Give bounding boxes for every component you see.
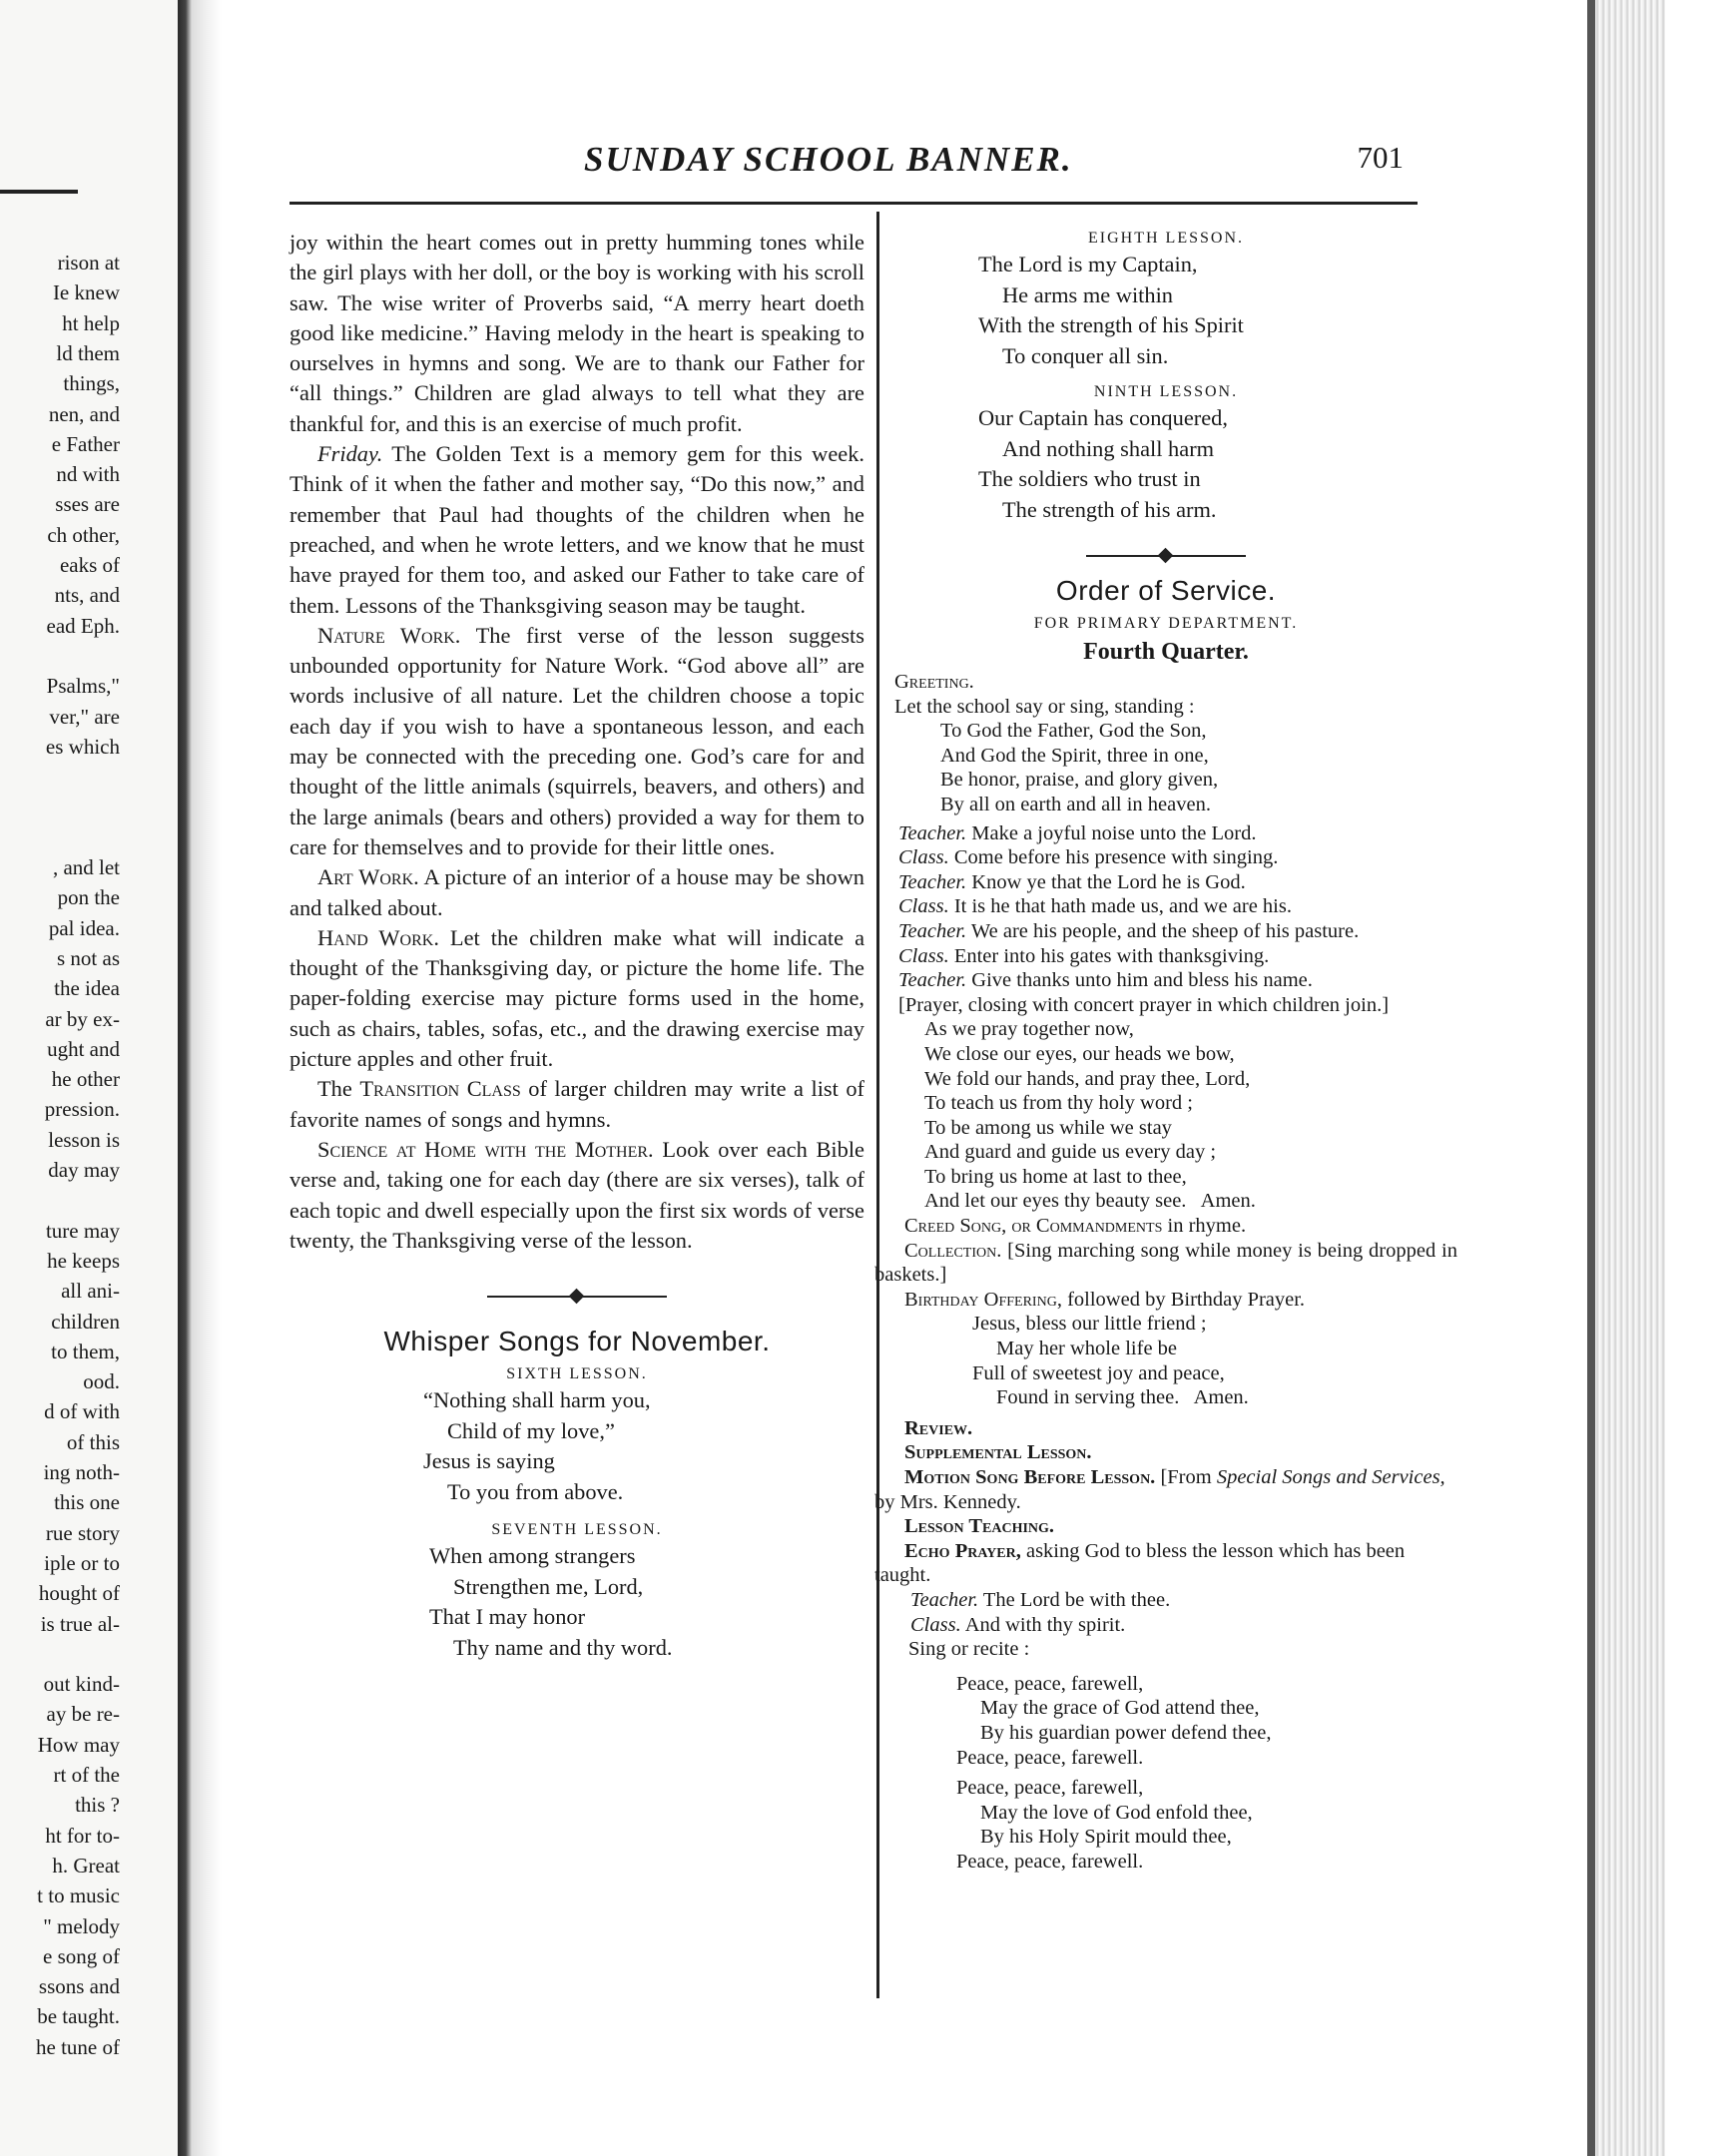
left-page-line: ay be re-	[46, 1702, 120, 1727]
verse-line: We fold our hands, and pray thee, Lord,	[924, 1067, 1251, 1090]
left-page-line: rt of the	[53, 1763, 120, 1787]
transition-class-label: Transition Class	[359, 1076, 521, 1102]
verse-line: To bring us home at last to thee,	[924, 1165, 1187, 1188]
paragraph-hand-work	[289, 923, 864, 1074]
left-page-line: ing noth-	[43, 1460, 120, 1484]
speaker-label: Class.	[898, 944, 949, 967]
verse-line: As we pray together now,	[924, 1018, 1134, 1041]
lesson-teaching-label: Lesson Teaching.	[904, 1515, 1055, 1538]
left-page-line: this ?	[75, 1793, 120, 1818]
response-text: Make a joyful noise unto the Lord.	[966, 821, 1257, 844]
left-page-line: eaks of	[59, 553, 120, 577]
order-of-service-title: Order of Service.	[1055, 575, 1277, 606]
verse-line: He arms me within	[1002, 281, 1174, 307]
left-page-line: lesson is	[48, 1127, 120, 1152]
review-label: Review.	[904, 1416, 973, 1439]
left-page-line: ssons and	[38, 1974, 120, 1999]
left-page-line: , and let	[52, 855, 120, 879]
farewell-hymn	[956, 1672, 1457, 1875]
left-page-line: d of with	[44, 1399, 120, 1424]
response-line	[874, 944, 1457, 969]
verse-line: Child of my love,”	[447, 1417, 615, 1443]
left-page-line: sses are	[55, 492, 120, 517]
verse-line: By his guardian power defend thee,	[980, 1721, 1272, 1744]
creed-song-text: in rhyme.	[1162, 1215, 1247, 1238]
science-label: Science at Home with the Mother.	[317, 1136, 654, 1162]
left-page-line: ht for to-	[45, 1823, 120, 1848]
running-header	[289, 140, 1418, 205]
eighth-lesson-heading: EIGHTH LESSON.	[1088, 230, 1244, 247]
left-page-line: of this	[66, 1429, 120, 1454]
verse-line: Our Captain has conquered,	[978, 405, 1228, 430]
supplemental-lesson-label: Supplemental Lesson.	[904, 1441, 1092, 1464]
left-page-line: How may	[37, 1732, 120, 1757]
left-page-line: to them,	[51, 1339, 120, 1363]
left-page-line: Psalms,"	[46, 674, 120, 699]
paragraph-science	[289, 1135, 864, 1256]
seventh-lesson-verse	[429, 1541, 864, 1663]
left-page-line: he tune of	[36, 2034, 120, 2059]
left-page-line: e song of	[43, 1943, 120, 1968]
birthday-prayer	[972, 1312, 1457, 1409]
left-page-line: he keeps	[47, 1248, 120, 1273]
speaker-label: Class.	[910, 1613, 961, 1636]
speaker-label: Class.	[898, 895, 949, 918]
echo-prayer-line	[874, 1539, 1457, 1588]
left-page-line: ht help	[62, 310, 120, 335]
response-text: It is he that hath made us, and we are his.	[948, 895, 1292, 918]
verse-line: We close our eyes, our heads we bow,	[924, 1042, 1235, 1065]
left-page-line: es which	[45, 734, 120, 759]
left-page-line: pression.	[44, 1097, 120, 1122]
verse-line: Be honor, praise, and glory given,	[940, 769, 1219, 792]
speaker-label: Teacher.	[898, 821, 967, 844]
verse-line: To be among us while we stay	[924, 1116, 1172, 1139]
left-page-line: children	[51, 1309, 120, 1334]
response-line	[874, 894, 1457, 919]
verse-line: May the love of God enfold thee,	[980, 1801, 1253, 1824]
response-text: We are his people, and the sheep of his pasture.	[966, 919, 1360, 942]
left-page-fragment	[0, 0, 200, 2156]
left-page-line: ead Eph.	[46, 613, 120, 638]
response-line	[874, 919, 1457, 944]
page-edges	[1587, 0, 1717, 2156]
column-left	[289, 228, 864, 1663]
verse-line: Jesus, bless our little friend ;	[972, 1313, 1207, 1336]
verse-line: To teach us from thy holy word ;	[924, 1092, 1194, 1115]
left-page-line: things,	[63, 371, 120, 396]
verse-line: And nothing shall harm	[1002, 435, 1215, 461]
whisper-songs-title: Whisper Songs for November.	[383, 1326, 771, 1357]
motion-song-label: Motion Song Before Lesson.	[904, 1466, 1156, 1488]
collection-text: [Sing marching song while money is being dropped in baskets.]	[874, 1239, 1457, 1287]
hand-work-text: Let the children make what will indicate a thought of the Thanksgiving day, or picture the home life. The paper-folding exercise may picture forms used in the home, such as chairs, tables, sofas, etc., and the drawing exercise may picture apples and other fruit.	[289, 924, 865, 1072]
verse-line: “Nothing shall harm you,	[423, 1387, 651, 1413]
verse-line: Thy name and thy word.	[453, 1634, 673, 1660]
response-line	[874, 821, 1457, 846]
seventh-lesson-heading: SEVENTH LESSON.	[491, 1521, 663, 1539]
doxology	[940, 719, 1457, 816]
greeting-instruction: Let the school say or sing, standing :	[894, 695, 1195, 718]
response-text: The Lord be with thee.	[978, 1588, 1171, 1611]
left-page-line: out kind-	[43, 1672, 120, 1697]
left-page-line: rue story	[45, 1520, 120, 1545]
paragraph-opening: joy within the heart comes out in pretty humming tones while the girl plays with her doll, or the boy is working with his scroll saw. The wise writer of Proverbs said, “A merry heart doeth good like medicine.” Having melody in the heart is speaking to ourselves in hymns and song. We are to thank our Father for “all things.” Children are glad always to tell what they are thankful for, and this is an exercise of much profit.	[289, 230, 864, 436]
echo-prayer-text: asking God to bless the lesson which has been taught.	[874, 1539, 1406, 1587]
column-right	[874, 222, 1457, 1875]
paragraph-friday	[289, 439, 864, 621]
left-page-line: nen, and	[48, 401, 120, 426]
prayer-note: [Prayer, closing with concert prayer in which children join.]	[898, 993, 1390, 1016]
verse-line: Peace, peace, farewell,	[956, 1777, 1144, 1800]
verse-line: The strength of his arm.	[1002, 496, 1217, 522]
verse-line: And let our eyes thy beauty see. Amen.	[924, 1190, 1256, 1213]
motion-song-author: by Mrs. Kennedy.	[874, 1490, 1021, 1513]
left-page-line: nd with	[56, 462, 120, 487]
verse-line: To you from above.	[447, 1478, 624, 1504]
collection-label: Collection.	[904, 1239, 1002, 1262]
motion-song-source: Special Songs and Services,	[1216, 1466, 1445, 1488]
speaker-label: Teacher.	[910, 1588, 979, 1611]
birthday-offering-text: followed by Birthday Prayer.	[1061, 1288, 1306, 1311]
art-work-label: Art Work.	[317, 864, 419, 890]
left-page-line: ch other,	[47, 522, 120, 547]
left-page-line: is true al-	[40, 1611, 120, 1636]
verse-line: To God the Father, God the Son,	[940, 720, 1207, 743]
verse-line: And God the Spirit, three in one,	[940, 744, 1209, 767]
verse-line: By all on earth and all in heaven.	[940, 793, 1211, 815]
friday-label: Friday.	[317, 441, 383, 467]
left-page-line: all ani-	[61, 1279, 120, 1304]
response-line	[874, 1613, 1457, 1638]
left-page-rule	[0, 190, 78, 194]
creed-song-line	[874, 1214, 1457, 1239]
left-page-line: iple or to	[44, 1550, 120, 1575]
left-page-line: rison at	[57, 251, 120, 274]
birthday-offering-line	[874, 1288, 1457, 1313]
ninth-lesson-verse	[978, 403, 1457, 525]
motion-song-text: [From	[1155, 1466, 1217, 1488]
ornamental-divider	[487, 1286, 667, 1308]
left-page-line: ture may	[45, 1218, 120, 1243]
left-page-line: ar by ex-	[45, 1006, 120, 1031]
paragraph-nature-work	[289, 621, 864, 862]
left-page-line: ld them	[56, 340, 120, 365]
verse-line: The soldiers who trust in	[978, 466, 1201, 491]
page-number: 701	[1357, 140, 1404, 175]
response-line	[874, 845, 1457, 870]
science-text: Look over each Bible verse and, taking one for each day (there are six verses), talk of each topic and dwell especially upon the first six words of verse twenty, the Thanksgiving verse of the lesson.	[289, 1136, 864, 1253]
nature-work-text: The first verse of the lesson suggests unbounded opportunity for Nature Work. “God above all” are words inclusive of all nature. Let the children choose a topic each day if you wish to have a spontaneous lesson, and each may be connected with the preceding one. God’s care for and thought of the little animals (squirrels, beavers, and others) and the large animals (bears and others) provided a way for them to care for themselves and to provide for their little ones.	[289, 622, 864, 859]
verse-line: May her whole life be	[996, 1338, 1178, 1360]
verse-line: Peace, peace, farewell.	[956, 1850, 1144, 1873]
art-work-text: A picture of an interior of a house may be shown and talked about.	[289, 864, 864, 920]
sixth-lesson-verse	[423, 1385, 864, 1507]
sing-or-recite: Sing or recite :	[908, 1638, 1030, 1661]
response-text: Enter into his gates with thanksgiving.	[948, 944, 1270, 967]
left-page-line: hought of	[38, 1581, 120, 1606]
speaker-label: Class.	[898, 846, 949, 869]
speaker-label: Teacher.	[898, 870, 967, 893]
motion-song-line	[874, 1465, 1457, 1514]
left-page-line: ver," are	[49, 704, 120, 729]
friday-text: The Golden Text is a memory gem for this week. Think of it when the father and mother say, “Do this now,” and remember that Paul had thoughts of the children when he preached, and when he wrote letters, and we know that he must have prayed for them too, and asked our Father to take care of them. Lessons of the Thanksgiving season may be taught.	[289, 441, 864, 618]
response-line	[874, 1588, 1457, 1613]
left-page-line: this one	[54, 1490, 120, 1515]
primary-department-subtitle: FOR PRIMARY DEPARTMENT.	[1033, 615, 1299, 632]
left-page-line: ught and	[47, 1036, 120, 1061]
transition-prefix: The	[317, 1076, 360, 1102]
left-page-line: h. Great	[52, 1853, 120, 1878]
verse-line: That I may honor	[429, 1604, 586, 1630]
eighth-lesson-verse	[978, 250, 1457, 371]
verse-line: Found in serving thee. Amen.	[996, 1386, 1249, 1409]
left-page-line: t to music	[37, 1884, 120, 1908]
left-page-line: s not as	[57, 945, 120, 970]
response-text: Know ye that the Lord he is God.	[966, 870, 1246, 893]
left-page-line: e Father	[51, 431, 120, 456]
creed-song-label: Creed Song, or Commandments	[904, 1215, 1163, 1238]
responsive-reading	[874, 821, 1457, 993]
left-page-line: he other	[51, 1067, 120, 1092]
verse-line: And guard and guide us every day ;	[924, 1141, 1217, 1164]
birthday-offering-label: Birthday Offering,	[904, 1288, 1062, 1311]
left-page-line: Ie knew	[52, 280, 120, 305]
transition-class-text: of larger children may write a list of favorite names of songs and hymns.	[289, 1076, 864, 1132]
verse-line: Peace, peace, farewell.	[956, 1746, 1144, 1769]
left-page-line: " melody	[43, 1913, 120, 1938]
echo-prayer-label: Echo Prayer,	[904, 1539, 1021, 1562]
left-page-line: day may	[48, 1158, 120, 1182]
closing-prayer	[924, 1017, 1457, 1214]
verse-line: Strengthen me, Lord,	[453, 1573, 644, 1599]
verse-line: When among strangers	[429, 1543, 636, 1569]
book-gutter	[178, 0, 222, 2156]
response-text: Give thanks unto him and bless his name.	[966, 969, 1313, 992]
ninth-lesson-heading: NINTH LESSON.	[1093, 383, 1239, 400]
verse-line: May the grace of God attend thee,	[980, 1697, 1260, 1720]
verse-line: Jesus is saying	[423, 1448, 555, 1474]
left-page-line: pal idea.	[48, 915, 120, 940]
verse-line: By his Holy Spirit mould thee,	[980, 1826, 1232, 1849]
speaker-label: Teacher.	[898, 969, 967, 992]
journal-title: SUNDAY SCHOOL BANNER.	[584, 140, 1073, 179]
left-page-line: nts, and	[54, 583, 120, 608]
greeting-label: Greeting.	[894, 671, 974, 693]
response-line	[874, 968, 1457, 993]
sixth-lesson-heading: SIXTH LESSON.	[506, 1365, 648, 1383]
left-page-line: the idea	[54, 976, 120, 1001]
response-text: And with thy spirit.	[960, 1613, 1126, 1636]
response-text: Come before his presence with singing.	[948, 846, 1279, 869]
response-line	[874, 870, 1457, 895]
verse-line: Peace, peace, farewell,	[956, 1672, 1144, 1695]
left-page-line: ood.	[83, 1369, 120, 1394]
nature-work-label: Nature Work.	[317, 622, 461, 648]
fourth-quarter-heading: Fourth Quarter.	[1083, 639, 1249, 665]
verse-line: Full of sweetest joy and peace,	[972, 1361, 1225, 1384]
ornamental-divider	[1086, 545, 1246, 567]
collection-line	[874, 1239, 1457, 1288]
verse-line: The Lord is my Captain,	[978, 252, 1198, 276]
left-page-line: be taught.	[37, 2004, 120, 2029]
paragraph-art-work	[289, 862, 864, 923]
verse-line: With the strength of his Spirit	[978, 312, 1244, 337]
verse-line: To conquer all sin.	[1002, 342, 1169, 368]
hand-work-label: Hand Work.	[317, 924, 439, 950]
left-page-line: pon the	[57, 885, 120, 910]
paragraph-transition-class	[289, 1074, 864, 1135]
speaker-label: Teacher.	[898, 919, 967, 942]
